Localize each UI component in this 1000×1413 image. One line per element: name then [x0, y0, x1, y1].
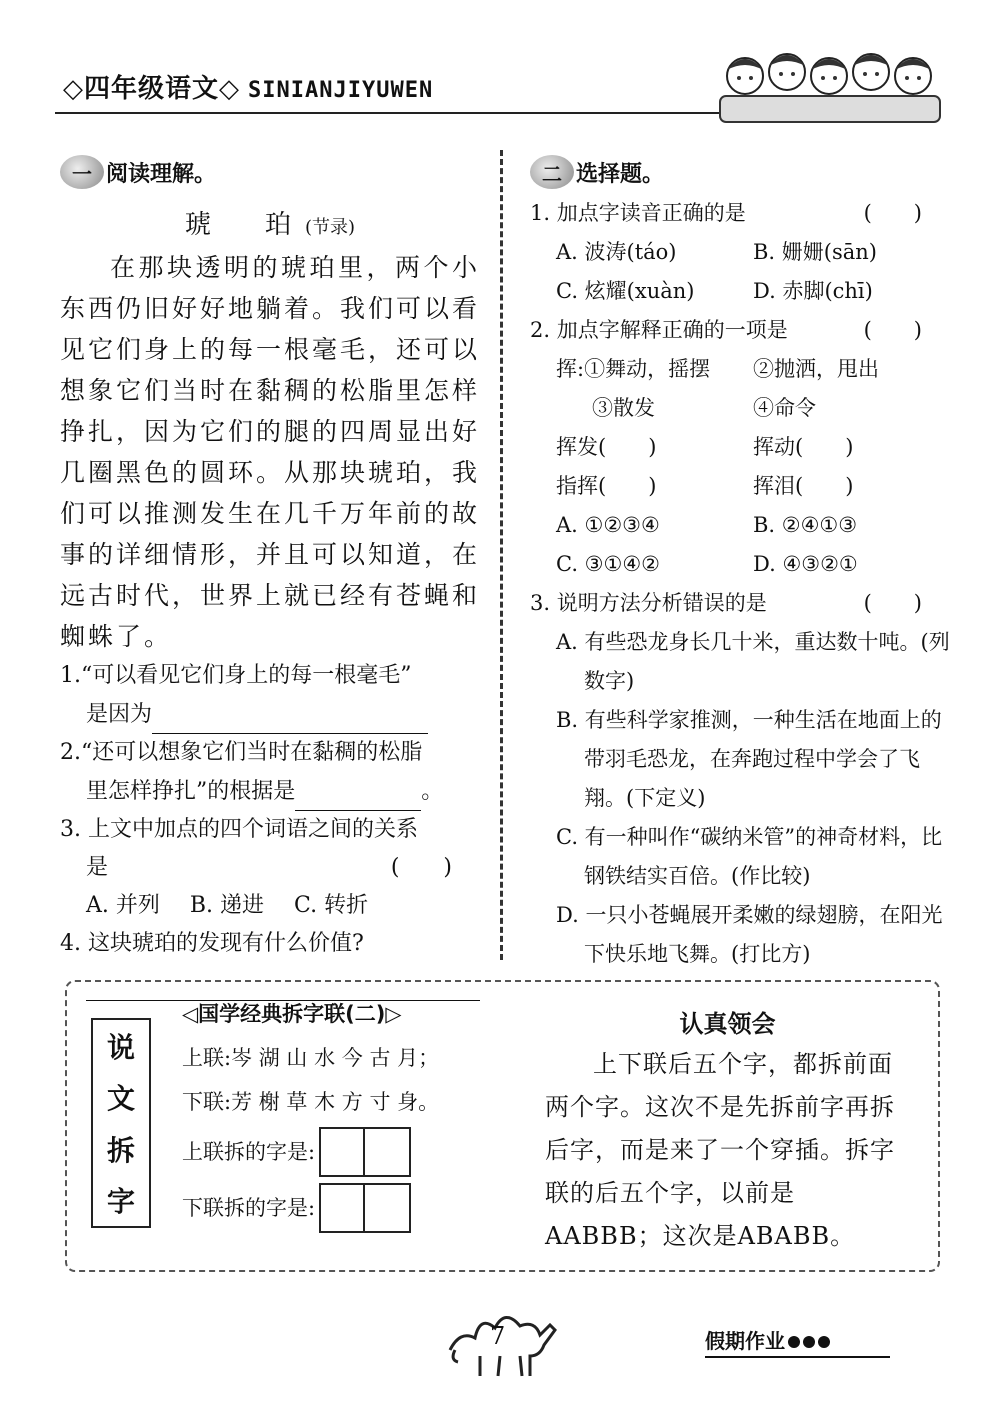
answer-paren[interactable]: ( )	[863, 591, 922, 615]
option-b: B. ②④①③	[753, 513, 858, 537]
question-2-line1: 2.“还可以想象它们当时在黏稠的松脂	[60, 740, 423, 765]
dot-icon	[818, 1336, 830, 1348]
question-2	[60, 734, 480, 811]
lower-split-label: 下联拆的字是:	[182, 1196, 316, 1220]
option-c: C. 炫耀(xuàn)	[556, 279, 695, 303]
section-heading-choice	[530, 150, 950, 194]
option-a: A. ①②③④	[556, 513, 660, 537]
couplet-panel	[182, 992, 572, 1236]
question-3-line1: 3. 上文中加点的四个词语之间的关系	[60, 817, 418, 842]
choice-section	[530, 150, 950, 974]
option-c: C. 有一种叫作“碳纳米管”的神奇材料，比钢铁结实百倍。(作比较)	[556, 825, 943, 888]
footer-brand	[705, 1325, 830, 1354]
page-number: 7	[490, 1322, 506, 1350]
answer-paren[interactable]: ( )	[863, 318, 922, 342]
explanation-panel	[545, 1004, 910, 1258]
lower-couplet: 下联:芳 榭 草 木 方 寸 身。	[182, 1090, 440, 1114]
passage-title	[60, 204, 480, 241]
option-b: B. 递进	[189, 893, 265, 918]
section-number-badge: 二	[530, 155, 574, 189]
question-2-end: 。	[421, 779, 444, 804]
upper-couplet: 上联:岑 湖 山 水 今 古 月；	[182, 1046, 440, 1070]
definition-2: ②抛洒，甩出	[753, 357, 879, 381]
question-1-line1: 1.“可以看见它们身上的每一根毫毛”	[60, 663, 412, 688]
cartoon-kids-illustration	[715, 38, 945, 126]
answer-paren[interactable]: ( )	[863, 201, 922, 225]
question-2-line2: 里怎样挣扎”的根据是	[86, 779, 296, 804]
question-1	[60, 657, 480, 734]
answer-blank[interactable]	[295, 772, 421, 811]
couplet-title: ◁国学经典拆字联(二)▷	[182, 1002, 402, 1026]
section-number-badge: 一	[60, 155, 104, 189]
side-char: 拆	[106, 1133, 135, 1167]
dot-icon	[803, 1336, 815, 1348]
header-pinyin: SINIANJIYUWEN	[248, 78, 434, 103]
option-d: D. 一只小苍蝇展开柔嫩的绿翅膀，在阳光下快乐地飞舞。(打比方)	[556, 903, 943, 966]
header-rule	[55, 112, 765, 114]
passage-title-text: 琥 珀	[184, 210, 305, 240]
word-item[interactable]: 挥发( )	[556, 435, 657, 459]
word-item[interactable]: 挥泪( )	[753, 474, 854, 498]
answer-box[interactable]	[319, 1183, 365, 1233]
lower-split-row	[182, 1180, 572, 1236]
side-label	[91, 1018, 151, 1228]
question-4-text: 4. 这块琥珀的发现有什么价值?	[60, 931, 364, 956]
choice-question-1	[530, 194, 950, 311]
answer-box[interactable]	[319, 1127, 365, 1177]
word-item[interactable]: 指挥( )	[556, 474, 657, 498]
section-title: 阅读理解。	[106, 161, 217, 187]
column-divider	[500, 150, 503, 960]
option-a: A. 并列	[86, 893, 160, 918]
footer-brand-text: 假期作业	[705, 1329, 785, 1353]
side-char: 说	[106, 1030, 135, 1064]
header-title	[63, 68, 433, 105]
option-c: C. ③①④②	[556, 552, 660, 576]
footer-rule	[705, 1356, 890, 1358]
side-char: 字	[106, 1185, 135, 1219]
option-a: A. 有些恐龙身长几十米，重达数十吨。(列数字)	[556, 630, 950, 693]
definition-4: ④命令	[753, 396, 816, 420]
upper-split-label: 上联拆的字是:	[182, 1140, 316, 1164]
reading-section	[60, 150, 480, 1001]
option-b: B. 有些科学家推测，一种生活在地面上的带羽毛恐龙，在奔跑过程中学会了飞翔。(下定义)	[556, 708, 942, 810]
question-1-line2: 是因为	[86, 702, 153, 727]
definition-1: 挥:①舞动，摇摆	[556, 357, 711, 381]
word-item[interactable]: 挥动( )	[753, 435, 854, 459]
choice-question-3-text: 3. 说明方法分析错误的是	[530, 591, 767, 615]
explanation-title: 认真领会	[679, 1010, 776, 1038]
option-b: B. 姗姗(sān)	[753, 240, 877, 264]
explanation-text: 上下联后五个字，都拆前面两个字。这次不是先拆前字再拆后字，而是来了一个穿插。拆字联的后五个字，以前是AABBB；这次是ABABB。	[545, 1050, 895, 1250]
page-header	[55, 60, 945, 120]
dot-icon	[788, 1336, 800, 1348]
choice-question-1-text: 1. 加点字读音正确的是	[530, 201, 746, 225]
lower-answer-boxes[interactable]	[319, 1183, 411, 1233]
choice-question-2	[530, 311, 950, 584]
answer-paren[interactable]: ( )	[390, 855, 452, 880]
passage-text: 在那块透明的琥珀里，两个小东西仍旧好好地躺着。我们可以看见它们身上的每一根毫毛，还可以想象它们当时在黏稠的松脂里怎样挣扎，因为它们的腿的四周显出好几圈黑色的圆环。从那块琥珀，我们可以推测发生在几千万年前的故事的详细情形，并且可以知道，在远古时代，世界上就已经有苍蝇和蜘蛛了。	[60, 253, 481, 651]
upper-split-row	[182, 1124, 572, 1180]
option-d: D. 赤脚(chī)	[753, 279, 873, 303]
option-a: A. 波涛(táo)	[556, 240, 677, 264]
option-d: D. ④③②①	[753, 552, 858, 576]
definition-3: ③散发	[592, 396, 655, 420]
question-3-line2: 是	[86, 855, 109, 880]
answer-blank[interactable]	[152, 695, 428, 734]
character-split-box	[65, 980, 940, 1272]
side-char: 文	[106, 1082, 135, 1116]
section-title: 选择题。	[576, 161, 665, 187]
choice-question-3	[530, 584, 950, 974]
grade-subject: ◇四年级语文◇	[63, 74, 240, 104]
passage-note: (节录)	[304, 217, 356, 238]
answer-box[interactable]	[365, 1127, 411, 1177]
section-heading-reading	[60, 150, 480, 194]
option-c: C. 转折	[294, 893, 369, 918]
upper-answer-boxes[interactable]	[319, 1127, 411, 1177]
question-3	[60, 811, 480, 925]
answer-box[interactable]	[365, 1183, 411, 1233]
choice-question-2-text: 2. 加点字解释正确的一项是	[530, 318, 788, 342]
